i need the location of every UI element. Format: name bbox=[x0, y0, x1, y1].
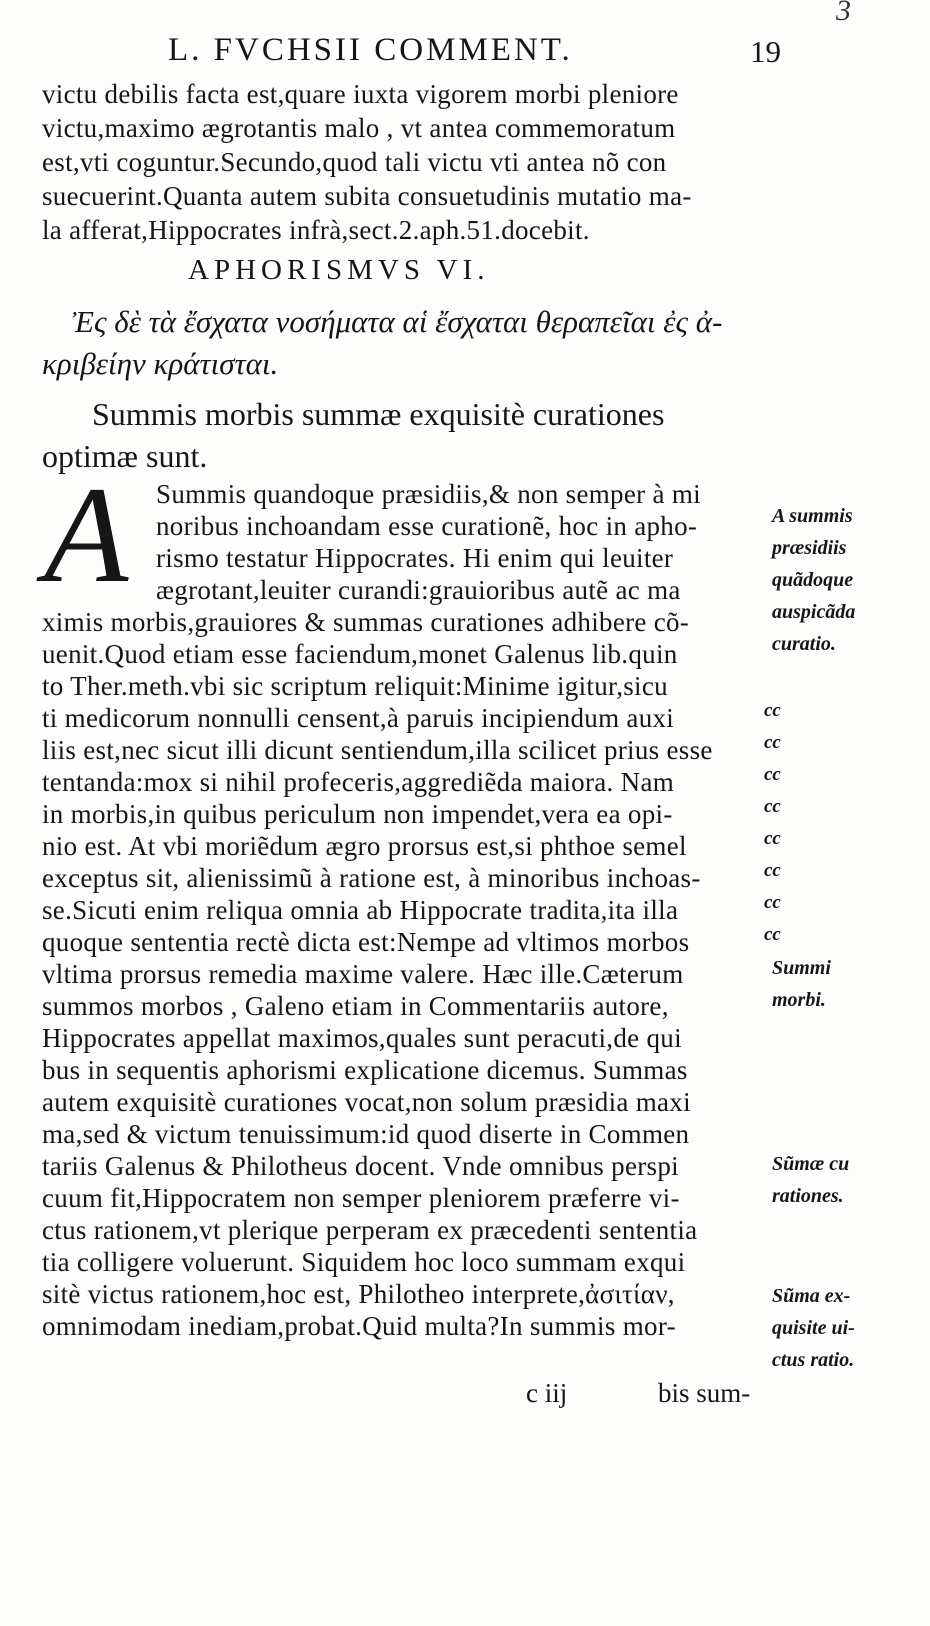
text-line: tentanda:mox si nihil profeceris,aggrediẽda maiora. Nam bbox=[42, 767, 675, 797]
quote-mark: cc bbox=[764, 892, 781, 913]
text-line: Summis quandoque præsidiis,& non semper à mi bbox=[156, 479, 701, 509]
text-line: liis est,nec sicut illi dicunt sentiendum,illa scilicet prius esse bbox=[42, 735, 713, 765]
margin-note-line: A summis bbox=[772, 505, 853, 527]
text-line: nio est. At vbi moriẽdum ægro prorsus est,si phthoe semel bbox=[42, 831, 687, 861]
text-line: autem exquisitè curationes vocat,non solum præsidia maxi bbox=[42, 1087, 691, 1117]
aphorism-line: optimæ sunt. bbox=[42, 438, 208, 474]
text-line: est,vti coguntur.Secundo,quod tali victu vti antea nõ con bbox=[42, 147, 667, 177]
margin-note-line: Sũma ex- bbox=[772, 1285, 851, 1307]
greek-line: Ἐς δὲ τὰ ἔσχατα νοσήματα αἱ ἔσχαται θεραπεῖαι ἐς ἀ- bbox=[72, 304, 723, 339]
text-line: ti medicorum nonnulli censent,à paruis incipiendum auxi bbox=[42, 703, 675, 733]
text-line: rismo testatur Hippocrates. Hi enim qui leuiter bbox=[156, 543, 674, 573]
text-line: sitè victus rationem,hoc est, Philotheo interprete,ἀσιτίαν, bbox=[42, 1279, 675, 1309]
text-line: tia colligere voluerunt. Siquidem hoc loco summam exqui bbox=[42, 1247, 686, 1277]
greek-line: κριβείην κράτισται. bbox=[42, 346, 279, 381]
text-line: ximis morbis,grauiores & summas curationes adhibere cõ- bbox=[42, 607, 690, 637]
text-line: quoque sententia rectè dicta est:Nempe ad vltimos morbos bbox=[42, 927, 690, 957]
margin-note-line: morbi. bbox=[772, 989, 826, 1011]
text-line: la afferat,Hippocrates infrà,sect.2.aph.51.docebit. bbox=[42, 215, 590, 245]
catchword: bis sum- bbox=[658, 1378, 751, 1408]
aphorism-line: Summis morbis summæ exquisitè curationes bbox=[92, 396, 665, 432]
text-line: ma,sed & victum tenuissimum:id quod diserte in Commen bbox=[42, 1119, 690, 1149]
text-line: tariis Galenus & Philotheus docent. Vnde omnibus perspi bbox=[42, 1151, 679, 1181]
quote-mark: cc bbox=[764, 764, 781, 785]
text-line: to Ther.meth.vbi sic scriptum reliquit:Minime igitur,sicu bbox=[42, 671, 668, 701]
margin-note-line: ctus ratio. bbox=[772, 1349, 855, 1371]
text-line: cuum fit,Hippocratem non semper pleniorem præferre vi- bbox=[42, 1183, 680, 1213]
text-line: ægrotant,leuiter curandi:grauioribus autẽ ac ma bbox=[156, 575, 681, 605]
quote-mark: cc bbox=[764, 924, 781, 945]
margin-note-line: præsidiis bbox=[772, 537, 847, 559]
running-head: L. FVCHSII COMMENT. bbox=[168, 32, 573, 68]
text-line: exceptus sit, alienissimũ à ratione est, à minoribus inchoas- bbox=[42, 863, 701, 893]
text-line: Hippocrates appellat maximos,quales sunt peracuti,de qui bbox=[42, 1023, 682, 1053]
text-line: noribus inchoandam esse curationẽ, hoc in apho- bbox=[156, 511, 698, 541]
text-line: victu debilis facta est,quare iuxta vigorem morbi pleniore bbox=[42, 79, 679, 109]
corner-mark: 3 bbox=[836, 0, 851, 27]
text-line: in morbis,in quibus periculum non impendet,vera ea opi- bbox=[42, 799, 673, 829]
quote-mark: cc bbox=[764, 828, 781, 849]
text-line: suecuerint.Quanta autem subita consuetudinis mutatio ma- bbox=[42, 181, 692, 211]
margin-note-line: Summi bbox=[772, 957, 831, 979]
text-line: summos morbos , Galeno etiam in Commentariis autore, bbox=[42, 991, 669, 1021]
text-line: victu,maximo ægrotantis malo , vt antea commemoratum bbox=[42, 113, 676, 143]
text-line: uenit.Quod etiam esse faciendum,monet Galenus lib.quin bbox=[42, 639, 678, 669]
quote-mark: cc bbox=[764, 860, 781, 881]
margin-note-line: auspicãda bbox=[772, 601, 856, 623]
text-line: vltima prorsus remedia maxime valere. Hæc ille.Cæterum bbox=[42, 959, 684, 989]
margin-note-line: Sũmæ cu bbox=[772, 1153, 850, 1175]
quote-mark: cc bbox=[764, 700, 781, 721]
text-line: bus in sequentis aphorismi explicatione dicemus. Summas bbox=[42, 1055, 688, 1085]
quote-mark: cc bbox=[764, 732, 781, 753]
margin-note-line: rationes. bbox=[772, 1185, 844, 1207]
text-line: se.Sicuti enim reliqua omnia ab Hippocrate tradita,ita illa bbox=[42, 895, 679, 925]
signature-mark: c iij bbox=[526, 1378, 568, 1408]
quote-mark: cc bbox=[764, 796, 781, 817]
text-line: ctus rationem,vt plerique perperam ex præcedenti sententia bbox=[42, 1215, 698, 1245]
margin-note-line: curatio. bbox=[772, 633, 836, 655]
margin-note-line: quãdoque bbox=[772, 569, 854, 591]
drop-capital: A bbox=[44, 458, 129, 611]
text-line: omnimodam inediam,probat.Quid multa?In summis mor- bbox=[42, 1311, 676, 1341]
aphorism-heading: APHORISMVS VI. bbox=[188, 254, 490, 286]
folio-number: 19 bbox=[750, 34, 781, 69]
margin-note-line: quisite ui- bbox=[772, 1317, 855, 1339]
